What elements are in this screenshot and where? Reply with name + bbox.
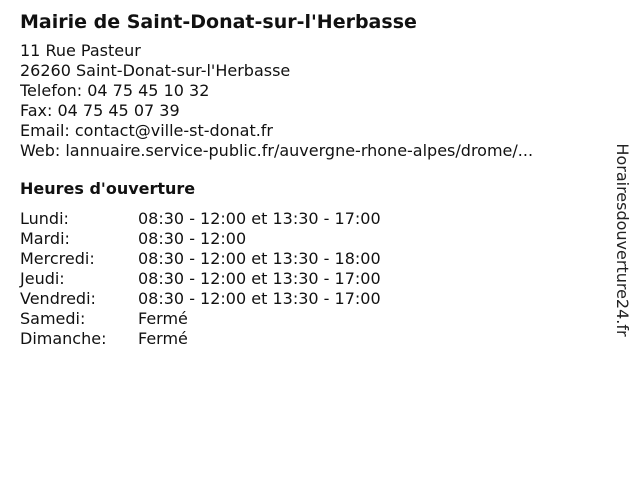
hours-row-sunday bbox=[20, 329, 610, 349]
hours-day: Mardi: bbox=[20, 229, 70, 248]
hours-time: 08:30 - 12:00 et 13:30 - 17:00 bbox=[138, 269, 381, 288]
business-name: Mairie de Saint-Donat-sur-l'Herbasse bbox=[20, 11, 417, 33]
fax-line: Fax: 04 75 45 07 39 bbox=[20, 101, 180, 120]
street-address: 11 Rue Pasteur bbox=[20, 41, 141, 60]
hours-day: Mercredi: bbox=[20, 249, 95, 268]
city-address: 26260 Saint-Donat-sur-l'Herbasse bbox=[20, 61, 291, 80]
web-line: Web: lannuaire.service-public.fr/auvergne-rhone-alpes/drome/... bbox=[20, 141, 534, 160]
hours-day: Vendredi: bbox=[20, 289, 96, 308]
hours-row-monday bbox=[20, 209, 610, 229]
site-watermark: Horairesdouverture24.fr bbox=[613, 143, 632, 337]
address-block bbox=[20, 41, 610, 161]
hours-time: Fermé bbox=[138, 329, 188, 348]
hours-row-tuesday bbox=[20, 229, 610, 249]
hours-time: 08:30 - 12:00 et 13:30 - 17:00 bbox=[138, 209, 381, 228]
hours-time: Fermé bbox=[138, 309, 188, 328]
business-card bbox=[20, 10, 610, 349]
hours-row-saturday bbox=[20, 309, 610, 329]
hours-title: Heures d'ouverture bbox=[20, 179, 196, 198]
hours-row-wednesday bbox=[20, 249, 610, 269]
hours-table bbox=[20, 209, 610, 349]
hours-time: 08:30 - 12:00 bbox=[138, 229, 247, 248]
hours-day: Jeudi: bbox=[20, 269, 65, 288]
hours-time: 08:30 - 12:00 et 13:30 - 17:00 bbox=[138, 289, 381, 308]
phone-line: Telefon: 04 75 45 10 32 bbox=[20, 81, 210, 100]
hours-day: Samedi: bbox=[20, 309, 86, 328]
email-line: Email: contact@ville-st-donat.fr bbox=[20, 121, 274, 140]
hours-day: Lundi: bbox=[20, 209, 69, 228]
hours-day: Dimanche: bbox=[20, 329, 107, 348]
hours-row-friday bbox=[20, 289, 610, 309]
hours-time: 08:30 - 12:00 et 13:30 - 18:00 bbox=[138, 249, 381, 268]
hours-row-thursday bbox=[20, 269, 610, 289]
